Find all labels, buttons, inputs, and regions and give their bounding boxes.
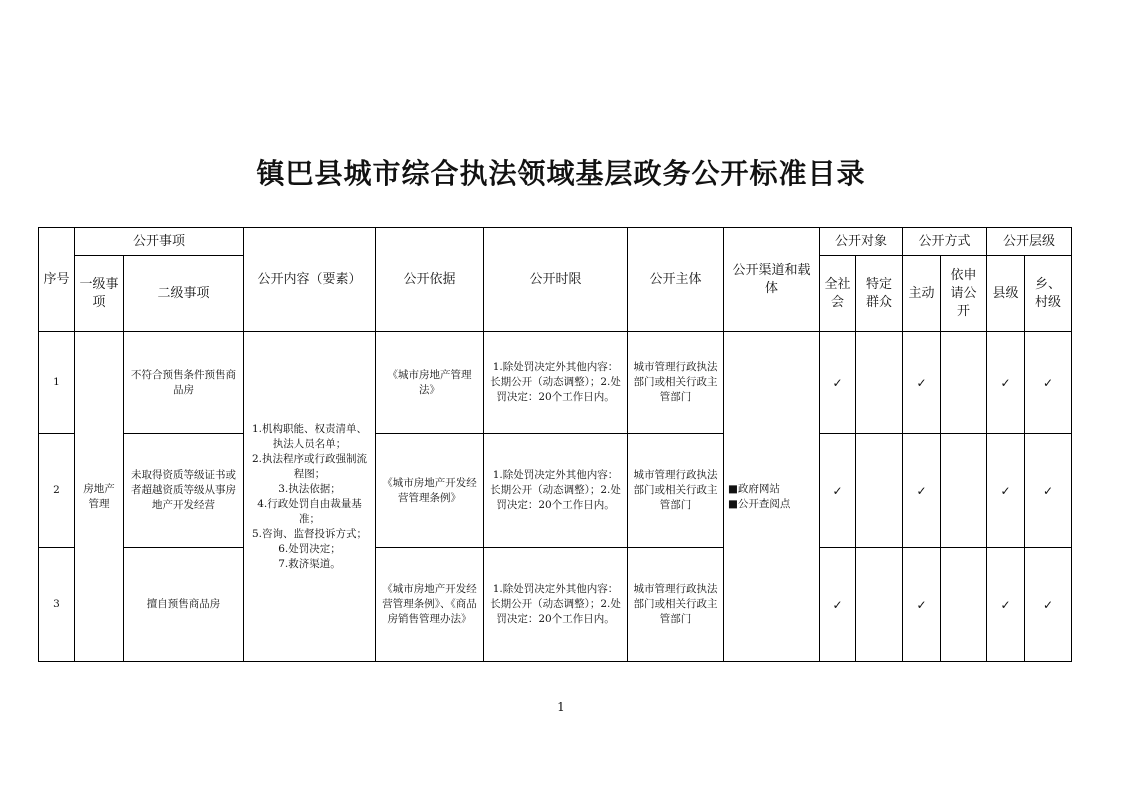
content-line: 4.行政处罚自由裁量基准； bbox=[257, 497, 362, 525]
row-seq: 2 bbox=[39, 434, 75, 548]
check-icon: ✓ bbox=[903, 332, 941, 434]
document-title: 镇巴县城市综合执法领域基层政务公开标准目录 bbox=[256, 157, 866, 190]
check-icon: ✓ bbox=[1025, 332, 1072, 434]
check-icon: ✓ bbox=[820, 434, 856, 548]
empty-cell bbox=[941, 434, 987, 548]
header-content: 公开内容（要素） bbox=[244, 228, 376, 332]
row-level2-item: 擅自预售商品房 bbox=[124, 548, 244, 662]
check-icon: ✓ bbox=[903, 548, 941, 662]
content-line: 1.机构职能、权责清单、执法人员名单； bbox=[252, 422, 368, 450]
page-number: 1 bbox=[557, 700, 565, 714]
check-icon: ✓ bbox=[1025, 434, 1072, 548]
disclosure-table bbox=[38, 227, 1072, 662]
row-basis: 《城市房地产开发经营管理条例》、《商品房销售管理办法》 bbox=[376, 548, 484, 662]
content-line: 5.咨询、监督投诉方式； bbox=[252, 527, 368, 540]
header-channel: 公开渠道和载体 bbox=[724, 228, 820, 332]
row-time-limit: 1.除处罚决定外其他内容：长期公开（动态调整）；2.处罚决定：20个工作日内。 bbox=[484, 434, 628, 548]
table-row bbox=[39, 332, 1072, 434]
header-level-group: 公开层级 bbox=[987, 228, 1072, 256]
header-audience-specific: 特定群众 bbox=[856, 256, 903, 332]
level1-item: 房地产管理 bbox=[75, 332, 124, 662]
row-time-limit: 1.除处罚决定外其他内容：长期公开（动态调整）；2.处罚决定：20个工作日内。 bbox=[484, 332, 628, 434]
header-method-active: 主动 bbox=[903, 256, 941, 332]
row-level2-item: 未取得资质等级证书或者超越资质等级从事房地产开发经营 bbox=[124, 434, 244, 548]
row-level2-item: 不符合预售条件预售商品房 bbox=[124, 332, 244, 434]
row-subject: 城市管理行政执法部门或相关行政主管部门 bbox=[628, 548, 724, 662]
row-subject: 城市管理行政执法部门或相关行政主管部门 bbox=[628, 332, 724, 434]
empty-cell bbox=[856, 434, 903, 548]
check-icon: ✓ bbox=[987, 548, 1025, 662]
header-method-request: 依申请公开 bbox=[941, 256, 987, 332]
check-icon: ✓ bbox=[903, 434, 941, 548]
content-line: 6.处罚决定； bbox=[278, 542, 341, 555]
header-seq: 序号 bbox=[39, 228, 75, 332]
header-level1: 一级事项 bbox=[75, 256, 124, 332]
empty-cell bbox=[856, 548, 903, 662]
check-icon: ✓ bbox=[820, 548, 856, 662]
row-basis: 《城市房地产开发经营管理条例》 bbox=[376, 434, 484, 548]
header-time-limit: 公开时限 bbox=[484, 228, 628, 332]
content-line: 2.执法程序或行政强制流程图； bbox=[252, 452, 368, 480]
header-items-group: 公开事项 bbox=[75, 228, 244, 256]
header-level2: 二级事项 bbox=[124, 256, 244, 332]
header-method-group: 公开方式 bbox=[903, 228, 987, 256]
row-subject: 城市管理行政执法部门或相关行政主管部门 bbox=[628, 434, 724, 548]
disclosure-channels bbox=[724, 332, 820, 662]
row-seq: 1 bbox=[39, 332, 75, 434]
header-level-town: 乡、村级 bbox=[1025, 256, 1072, 332]
header-level-county: 县级 bbox=[987, 256, 1025, 332]
channel-item: ■政府网站 bbox=[728, 482, 780, 495]
channel-item: ■公开查阅点 bbox=[728, 497, 791, 510]
check-icon: ✓ bbox=[987, 332, 1025, 434]
header-basis: 公开依据 bbox=[376, 228, 484, 332]
check-icon: ✓ bbox=[987, 434, 1025, 548]
header-audience-all: 全社会 bbox=[820, 256, 856, 332]
empty-cell bbox=[856, 332, 903, 434]
table-row bbox=[39, 434, 1072, 548]
header-subject: 公开主体 bbox=[628, 228, 724, 332]
empty-cell bbox=[941, 332, 987, 434]
row-time-limit: 1.除处罚决定外其他内容：长期公开（动态调整）；2.处罚决定：20个工作日内。 bbox=[484, 548, 628, 662]
check-icon: ✓ bbox=[820, 332, 856, 434]
row-seq: 3 bbox=[39, 548, 75, 662]
disclosure-content bbox=[244, 332, 376, 662]
table-row bbox=[39, 548, 1072, 662]
check-icon: ✓ bbox=[1025, 548, 1072, 662]
header-audience-group: 公开对象 bbox=[820, 228, 903, 256]
row-basis: 《城市房地产管理法》 bbox=[376, 332, 484, 434]
empty-cell bbox=[941, 548, 987, 662]
content-line: 7.救济渠道。 bbox=[278, 557, 341, 570]
content-line: 3.执法依据； bbox=[278, 482, 341, 495]
